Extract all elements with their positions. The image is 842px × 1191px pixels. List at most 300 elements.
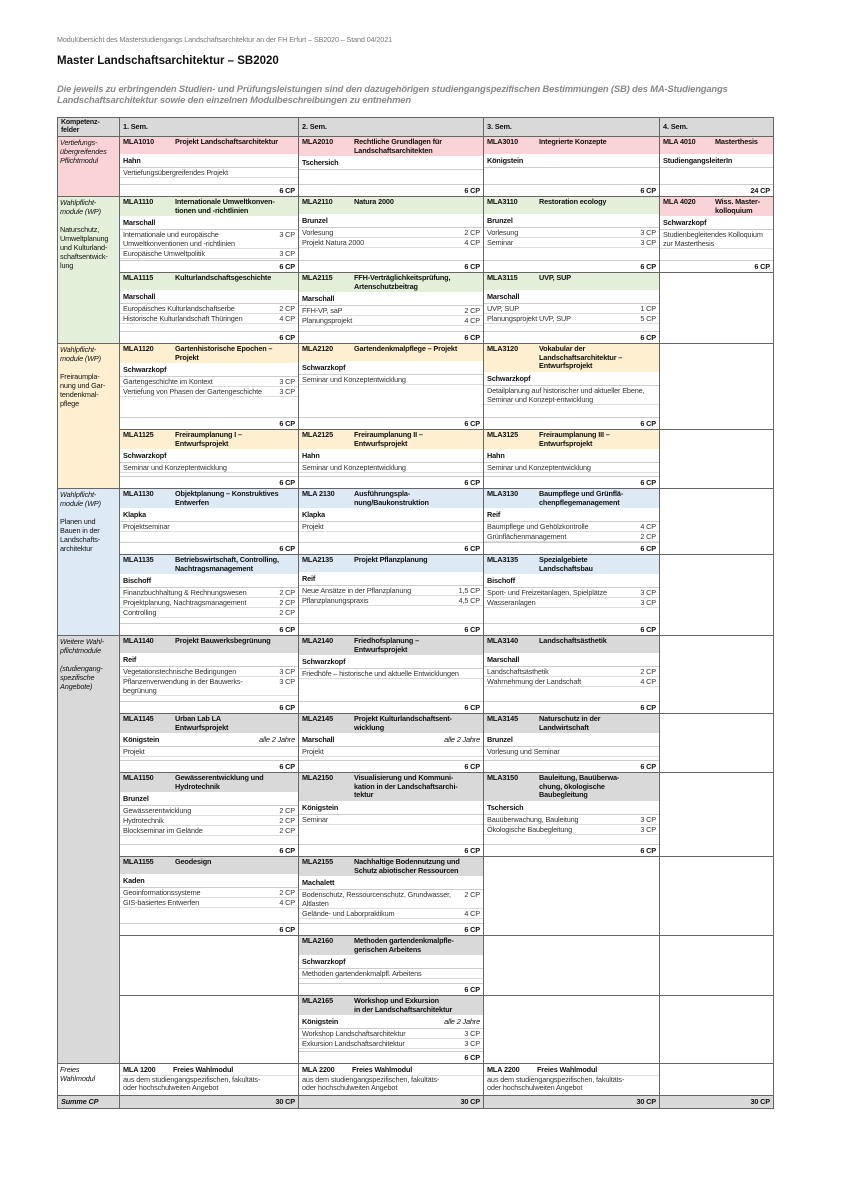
module-header (120, 773, 298, 792)
module-lecturer-row (120, 449, 298, 463)
module-header (299, 555, 483, 572)
module-lecturer: Marschall (123, 292, 156, 301)
page-title: Master Landschaftsarchitektur – SB2020 (57, 55, 279, 67)
module-lecturer: Schwarzkopf (302, 363, 346, 372)
module-lecturer: Brunzel (123, 794, 149, 804)
course-credits: 4 CP (464, 238, 480, 247)
module-cell (299, 773, 484, 857)
module-title: Restoration ecology (539, 197, 607, 206)
module-course-item (120, 249, 298, 259)
module-total-credits: 24 CP (660, 184, 773, 196)
module-total-credits: 6 CP (484, 542, 659, 554)
module-code: MLA3135 (487, 555, 518, 565)
course-name: Hydrotechnik (123, 816, 164, 826)
module[interactable] (299, 636, 483, 713)
kompetenzfeld-label (58, 636, 120, 1064)
module-cell (484, 430, 660, 489)
module-course-item (299, 228, 483, 238)
module[interactable] (484, 430, 659, 488)
course-name: Seminar (487, 238, 514, 247)
module-course-item (299, 306, 483, 316)
module-code: MLA 2200 (487, 1065, 520, 1075)
module-course-item (484, 314, 659, 324)
module[interactable] (120, 773, 298, 856)
module[interactable] (299, 197, 483, 272)
course-name: Projekt Natura 2000 (302, 238, 365, 247)
module-course-item (299, 890, 483, 909)
module-cell (120, 773, 299, 857)
sum-value-semester-4: 30 CP (660, 1096, 774, 1109)
module-code: MLA2145 (302, 714, 333, 724)
module-title: Freiraumplanung III – Entwurfsprojekt (539, 430, 610, 448)
module-course-item (120, 304, 298, 314)
module-title: FFH-Verträglichkeitsprüfung, Artenschutzbeitrag (354, 273, 451, 291)
course-name: Blockseminar im Gelände (123, 826, 203, 836)
module-header[interactable] (299, 1064, 483, 1075)
module-title: Workshop und Exkursion in der Landschaftsarchitektur (354, 996, 453, 1014)
course-name: Internationale und europäische Umweltkonventionen und -richtlinien (123, 230, 235, 249)
module-cell (484, 714, 660, 773)
module[interactable] (299, 137, 483, 196)
module-header (299, 430, 483, 449)
module-course-item (120, 806, 298, 816)
course-name: UVP, SUP (487, 304, 519, 313)
module-code: MLA2160 (302, 936, 333, 946)
kompetenzfeld-type: Freies Wahlmodul (60, 1065, 96, 1084)
empty-cell (120, 996, 299, 1064)
empty-cell (660, 430, 774, 489)
course-name: Wasseranlagen (487, 598, 536, 608)
course-credits: 2 CP (640, 667, 656, 677)
empty-cell (660, 857, 774, 936)
module-lecturer: Marschall (302, 735, 335, 745)
module[interactable] (120, 555, 298, 635)
column-header-semester-3: 3. Sem. (484, 118, 660, 137)
course-name: GIS-basiertes Entwerfen (123, 898, 200, 908)
module-cell (299, 430, 484, 489)
module[interactable] (120, 344, 298, 429)
module[interactable] (299, 996, 483, 1063)
module-title: Urban Lab LA Entwurfsprojekt (175, 714, 229, 732)
module-total-credits: 6 CP (120, 260, 298, 272)
module-title: Projekt Kulturlandschaftsent- wicklung (354, 714, 452, 732)
module-row (58, 137, 774, 197)
module-code: MLA 2130 (302, 489, 335, 498)
module-total-credits: 6 CP (299, 760, 483, 772)
module-code: MLA 4020 (663, 197, 696, 206)
module-course-item (120, 608, 298, 618)
empty-cell (660, 489, 774, 555)
course-credits (476, 969, 480, 978)
course-name: Vegetationstechnische Bedingungen (123, 667, 237, 677)
module-header (120, 197, 298, 216)
course-credits: 2 CP (279, 598, 295, 608)
module-lecturer-row (484, 214, 659, 228)
module-header (484, 430, 659, 449)
course-name: Friedhöfe – historische und aktuelle Entwicklungen (302, 669, 459, 679)
module-header (299, 273, 483, 292)
module[interactable] (120, 197, 298, 272)
module[interactable] (660, 197, 773, 272)
module-course-item (120, 888, 298, 898)
sum-row (58, 1096, 774, 1109)
course-credits: 3 CP (279, 377, 295, 387)
module-header (299, 489, 483, 508)
module[interactable] (484, 636, 659, 713)
module-course-item (120, 826, 298, 836)
spacer (484, 835, 659, 844)
kompetenzfeld-label (58, 489, 120, 636)
module[interactable] (484, 773, 659, 856)
module-code: MLA3125 (487, 430, 518, 439)
spacer (299, 606, 483, 623)
module-total-credits: 6 CP (484, 844, 659, 856)
course-credits: 4 CP (279, 898, 295, 908)
course-credits: 2 CP (279, 588, 295, 598)
module-cell (120, 137, 299, 197)
spacer (484, 248, 659, 260)
course-name: FFH-VP, saP (302, 306, 343, 316)
empty-cell (660, 555, 774, 636)
module-course-item (484, 386, 659, 405)
module-lecturer-row (299, 156, 483, 170)
module-course-item (299, 815, 483, 825)
course-credits: 2 CP (640, 532, 656, 542)
module-course-item (484, 238, 659, 248)
intro-text: Die jeweils zu erbringenden Studien- und Prüfungsleistungen sind den dazugehörigen studiengangspezifischen Bestimmungen (SB) des MA-Studiengangs Landschaftsarchitektur sowie den einzelnen Modulbeschreibungen zu entnehmen (57, 83, 728, 105)
spacer (120, 532, 298, 542)
course-credits: 3 CP (640, 814, 656, 824)
module-code: MLA3130 (487, 489, 518, 498)
module-header[interactable] (120, 1064, 298, 1075)
module-header (120, 489, 298, 508)
module-lecturer-row (299, 508, 483, 522)
module-cell (120, 857, 299, 936)
module-course-item (299, 586, 483, 596)
module-title: Projekt Bauwerksbegrünung (175, 636, 271, 646)
module[interactable] (484, 137, 659, 196)
spacer (299, 532, 483, 542)
module[interactable] (299, 273, 483, 343)
spacer (484, 405, 659, 417)
module[interactable] (299, 857, 483, 935)
course-name: Vertiefungsübergreifendes Projekt (123, 168, 228, 177)
module[interactable] (299, 936, 483, 995)
module-total-credits: 6 CP (299, 476, 483, 488)
module-cell (484, 344, 660, 430)
module-total-credits: 6 CP (120, 417, 298, 429)
module-course-item (120, 387, 298, 397)
module-header (120, 430, 298, 449)
module-title: Internationale Umweltkonven- tionen und -richtlinien (175, 197, 275, 215)
module-course-item (120, 667, 298, 677)
module[interactable] (120, 273, 298, 343)
kompetenzfeld-label (58, 197, 120, 344)
course-name: Projektseminar (123, 522, 170, 532)
course-credits: 2 CP (279, 608, 295, 618)
module-code: MLA1135 (123, 555, 154, 565)
module-code: MLA2125 (302, 430, 333, 439)
module-lecturer: Marschall (487, 292, 520, 301)
module-header (484, 489, 659, 508)
module[interactable] (120, 430, 298, 488)
module-lecturer: Marschall (302, 294, 335, 304)
module-total-credits: 6 CP (484, 331, 659, 343)
module-lecturer-row (484, 449, 659, 463)
kompetenzfeld-type: Wahlpflicht- module (WP) (60, 490, 101, 508)
module[interactable] (299, 773, 483, 856)
module-lecturer: Bischoff (487, 576, 515, 586)
module-course-item (120, 598, 298, 608)
module-lecturer-row (120, 363, 298, 377)
module-header (299, 197, 483, 214)
course-name: Controlling (123, 608, 157, 618)
module-header (299, 936, 483, 955)
module-code: MLA2010 (302, 137, 333, 146)
course-credits (476, 522, 480, 531)
empty-cell (484, 936, 660, 996)
module-lecturer: Marschall (123, 218, 156, 228)
module-code: MLA1115 (123, 273, 154, 282)
module-course-item (120, 463, 298, 473)
module-code: MLA2135 (302, 555, 333, 565)
module[interactable] (299, 344, 483, 429)
module-code: MLA2120 (302, 344, 333, 353)
module-course-item (120, 522, 298, 532)
module-header (120, 273, 298, 290)
course-name: Planungsprojekt (302, 316, 353, 326)
empty-cell (660, 936, 774, 996)
module-total-credits: 6 CP (299, 623, 483, 635)
module-lecturer: Reif (302, 574, 316, 584)
course-credits: 3 CP (279, 667, 295, 677)
module-title: Rechtliche Grundlagen für Landschaftsarchitekten (354, 137, 442, 155)
module[interactable] (299, 714, 483, 772)
module-cell (120, 197, 299, 273)
module-total-credits: 6 CP (299, 1051, 483, 1063)
kompetenzfeld-name: Freiraumpla- nung und Gar- tendenkmal- pflege (60, 372, 106, 408)
empty-cell (484, 996, 660, 1064)
spacer (484, 168, 659, 184)
module-title: Objektplanung – Konstruktives Entwerfen (175, 489, 279, 507)
module-cell (484, 273, 660, 344)
module[interactable] (120, 636, 298, 713)
module[interactable] (120, 857, 298, 935)
module-title: Freiraumplanung I – Entwurfsprojekt (175, 430, 242, 448)
course-credits: 3 CP (464, 1029, 480, 1039)
module-title: Masterthesis (715, 137, 758, 146)
module[interactable] (484, 489, 659, 554)
module-lecturer: Hahn (123, 156, 141, 165)
module-total-credits: 6 CP (484, 701, 659, 713)
module-row (58, 773, 774, 857)
module[interactable] (484, 714, 659, 772)
module[interactable] (120, 489, 298, 554)
module-course-item (299, 596, 483, 606)
module-lecturer: Marschall (487, 655, 520, 665)
spacer (484, 608, 659, 623)
module-total-credits: 6 CP (120, 760, 298, 772)
module-lecturer-row (484, 801, 659, 815)
module-lecturer-row (299, 733, 483, 747)
course-credits (291, 522, 295, 531)
module-total-credits: 6 CP (299, 923, 483, 935)
empty-cell (660, 996, 774, 1064)
module-title: Freies Wahlmodul (173, 1065, 234, 1075)
course-credits: 3 CP (640, 228, 656, 237)
course-name: Projekt (123, 747, 145, 757)
module-total-credits: 6 CP (120, 701, 298, 713)
course-credits: 3 CP (640, 588, 656, 598)
course-name: Landschaftsästhetik (487, 667, 549, 677)
module-lecturer-row (120, 733, 298, 747)
module-lecturer: Bischoff (123, 576, 151, 586)
course-credits: 3 CP (640, 238, 656, 247)
module-course-item (299, 238, 483, 248)
module-cell (484, 197, 660, 273)
free-module-cell (120, 1064, 299, 1096)
module-title: Wiss. Master- kolloquium (715, 197, 761, 215)
module-lecturer-row (120, 290, 298, 304)
module-title: Gartendenkmalpflege – Projekt (354, 344, 458, 353)
spacer (120, 836, 298, 844)
course-credits: 4,5 CP (458, 596, 480, 606)
course-name: Vertiefung von Phasen der Gartengeschichte (123, 387, 262, 397)
spacer (120, 397, 298, 417)
course-credits: 4 CP (464, 909, 480, 919)
course-name: Projekt (302, 747, 324, 757)
module[interactable] (120, 714, 298, 772)
module-header (299, 344, 483, 361)
module-header (660, 137, 773, 154)
module-title: Vokabular der Landschaftsarchitektur – Entwurfsprojekt (539, 344, 623, 371)
module[interactable] (299, 489, 483, 554)
module-header (120, 636, 298, 653)
module-cell (299, 936, 484, 996)
module-code: MLA1120 (123, 344, 154, 353)
module-title: Betriebswirtschaft, Controlling, Nachtragsmanagement (175, 555, 279, 573)
module-overview-table (57, 117, 774, 1109)
course-name: Planungsprojekt UVP, SUP (487, 314, 571, 323)
module-code: MLA1110 (123, 197, 154, 206)
module[interactable] (484, 344, 659, 429)
course-credits (652, 463, 656, 472)
kompetenzfeld-label (58, 137, 120, 197)
module-course-item (299, 316, 483, 326)
module-title: Baumpflege und Grünflä- chenpflegemanagement (539, 489, 624, 507)
module-header (299, 996, 483, 1015)
module-header (484, 714, 659, 733)
module-course-item (484, 825, 659, 835)
module-header (484, 636, 659, 653)
sum-label: Summe CP (58, 1096, 120, 1109)
module[interactable] (120, 137, 298, 196)
module-course-item (299, 463, 483, 473)
spacer (299, 679, 483, 701)
module-code: MLA2140 (302, 636, 333, 646)
module-total-credits: 6 CP (484, 623, 659, 635)
module[interactable] (299, 555, 483, 635)
module-lecturer-row (120, 154, 298, 168)
course-name: Historische Kulturlandschaft Thüringen (123, 314, 243, 323)
kompetenzfeld-label (58, 344, 120, 489)
module-lecturer-row (299, 955, 483, 969)
module-code: MLA 2200 (302, 1065, 335, 1075)
module-code: MLA3115 (487, 273, 518, 282)
module-frequency-note: alle 2 Jahre (259, 735, 295, 745)
module-total-credits: 6 CP (484, 760, 659, 772)
kompetenzfeld-name: Naturschutz, Umweltplanung und Kulturland- schaftsentwick- lung (60, 225, 109, 270)
module-lecturer: Schwarzkopf (302, 957, 346, 967)
course-credits: 2 CP (464, 306, 480, 316)
module-lecturer: Tschersich (302, 158, 339, 168)
module-header (299, 137, 483, 156)
module-cell (299, 197, 484, 273)
module-lecturer-row (299, 214, 483, 228)
module-course-item (484, 588, 659, 598)
module-total-credits: 6 CP (120, 844, 298, 856)
course-name: Projekt (302, 522, 324, 532)
module-course-item (299, 522, 483, 532)
module-row (58, 936, 774, 996)
course-credits: 4 CP (279, 314, 295, 323)
module-title: Bauleitung, Bauüberwa- chung, ökologische Baubegleitung (539, 773, 620, 800)
module-lecturer-row (484, 574, 659, 588)
module-lecturer: Schwarzkopf (487, 373, 531, 383)
course-credits: 3 CP (279, 249, 295, 259)
course-credits: 2 CP (279, 888, 295, 898)
module[interactable] (299, 430, 483, 488)
module-cell (299, 857, 484, 936)
module[interactable] (484, 273, 659, 343)
module-code: MLA2110 (302, 197, 333, 206)
module-course-item (299, 747, 483, 757)
module-header[interactable] (484, 1064, 659, 1075)
module-course-item (484, 815, 659, 825)
module-lecturer: Brunzel (487, 735, 513, 745)
column-header-semester-4: 4. Sem. (660, 118, 774, 137)
module-header (484, 555, 659, 574)
module-lecturer-row (120, 653, 298, 667)
course-name: Bodenschutz, Ressourcenschutz, Grundwasser, Altlasten (302, 890, 451, 909)
kompetenzfeld-label (58, 1064, 120, 1096)
module[interactable] (660, 137, 773, 196)
course-name: Baumpflege und Gehölzkontrolle (487, 522, 589, 532)
module-row (58, 489, 774, 555)
module-title: Gartenhistorische Epochen – Projekt (175, 344, 273, 362)
module-title: Freies Wahlmodul (537, 1065, 598, 1075)
module-cell (484, 773, 660, 857)
empty-cell (660, 636, 774, 714)
module-row (58, 430, 774, 489)
course-name: Seminar und Konzeptentwicklung (123, 463, 227, 473)
course-credits: 3 CP (640, 598, 656, 608)
module-lecturer: Königstein (302, 802, 339, 812)
module-cell (120, 344, 299, 430)
module[interactable] (484, 555, 659, 635)
spacer (660, 249, 773, 260)
module[interactable] (484, 197, 659, 272)
course-name: Geoinformationssysteme (123, 888, 201, 898)
course-name: Gelände- und Laborpraktikum (302, 909, 395, 919)
course-credits (291, 463, 295, 472)
module-cell (120, 714, 299, 773)
spacer (484, 324, 659, 331)
module-code: MLA3145 (487, 714, 518, 724)
course-credits: 3 CP (279, 677, 295, 687)
module-total-credits: 6 CP (484, 476, 659, 488)
empty-cell (660, 344, 774, 430)
